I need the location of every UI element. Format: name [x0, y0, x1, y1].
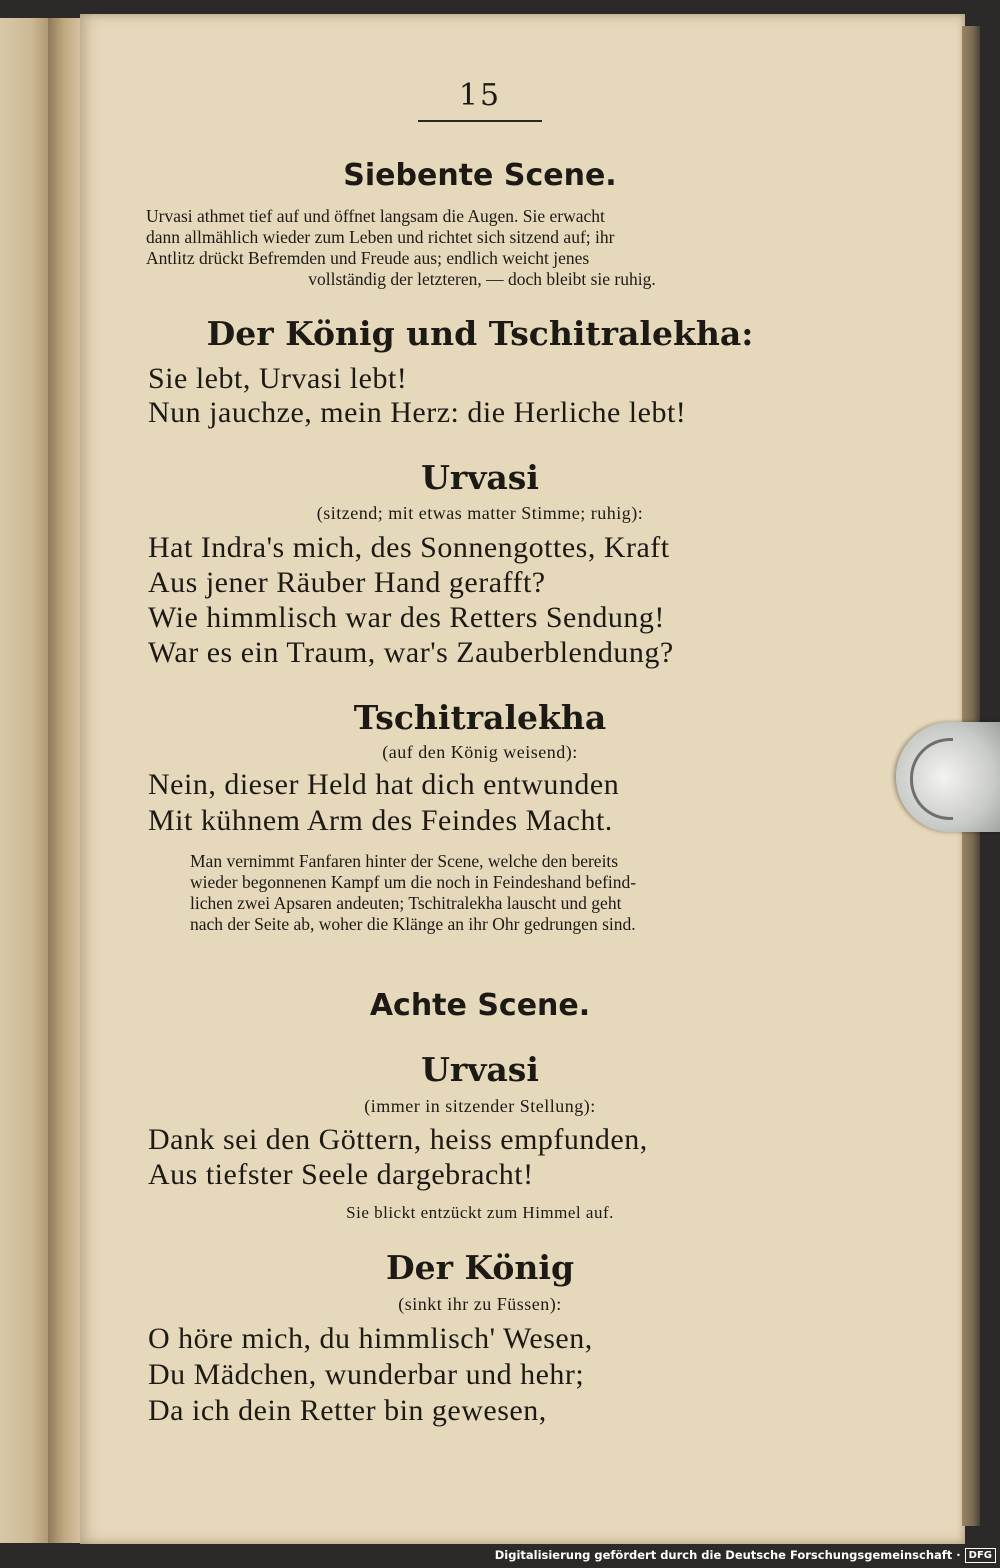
verse-line: Nein, dieser Held hat dich entwunden	[148, 768, 620, 801]
verse-line: Aus jener Räuber Hand gerafft?	[148, 566, 546, 599]
stage-direction-line: Man vernimmt Fanfaren hinter der Scene, welche den bereits	[190, 851, 619, 871]
speaker-direction: (sinkt ihr zu Füssen):	[398, 1294, 562, 1314]
stage-direction-line: lichen zwei Apsaren andeuten; Tschitralekha lauscht und geht	[190, 893, 622, 913]
left-page-edge	[0, 18, 52, 1543]
stage-direction-line: Urvasi athmet tief auf und öffnet langsam die Augen. Sie erwacht	[146, 206, 605, 226]
speaker-direction: (sitzend; mit etwas matter Stimme; ruhig):	[316, 503, 644, 523]
scene-heading-8: Achte Scene.	[369, 988, 591, 1023]
stage-direction-line: dann allmählich wieder zum Leben und richtet sich sitzend auf; ihr	[146, 227, 615, 247]
verse-line: Mit kühnem Arm des Feindes Macht.	[148, 804, 613, 837]
speaker-direction: (auf den König weisend):	[382, 742, 578, 762]
verse-line: Hat Indra's mich, des Sonnengottes, Kraft	[148, 531, 670, 564]
book-gutter	[48, 18, 84, 1543]
verse-line: Wie himmlisch war des Retters Sendung!	[148, 601, 665, 634]
stage-direction-line: Antlitz drückt Befremden und Freude aus; endlich weicht jenes	[146, 248, 590, 268]
stage-direction-line: vollständig der letzteren, — doch bleibt sie ruhig.	[308, 269, 656, 289]
page-number: 15	[458, 78, 502, 113]
stage-direction-line: nach der Seite ab, woher die Klänge an ihr Ohr gedrungen sind.	[190, 914, 636, 934]
stage-direction-line: wieder begonnenen Kampf um die noch in Feindeshand befind-	[190, 872, 637, 892]
page-number-rule	[418, 120, 542, 122]
scene-heading-7: Siebente Scene.	[343, 158, 617, 193]
stage-direction-fanfare	[190, 851, 780, 935]
verse-line: Dank sei den Göttern, heiss empfunden,	[148, 1123, 648, 1156]
stage-direction-after: Sie blickt entzückt zum Himmel auf.	[346, 1203, 614, 1222]
digitization-credit	[495, 1548, 996, 1563]
speaker-direction: (immer in sitzender Stellung):	[364, 1096, 596, 1116]
verse-line: O höre mich, du himmlisch' Wesen,	[148, 1322, 593, 1355]
speaker-koenig-tschitralekha: Der König und Tschitralekha:	[206, 314, 754, 353]
verse-line: Nun jauchze, mein Herz: die Herliche lebt!	[148, 396, 687, 429]
speaker-tschitralekha: Tschitralekha	[353, 698, 607, 737]
stage-direction-7	[146, 206, 818, 290]
verse-line: Sie lebt, Urvasi lebt!	[148, 362, 408, 395]
speaker-urvasi: Urvasi	[421, 458, 539, 497]
verse-line: Da ich dein Retter bin gewesen,	[148, 1394, 547, 1427]
page-clip-tab	[896, 722, 1000, 832]
speaker-urvasi: Urvasi	[421, 1050, 539, 1089]
verse-line: Du Mädchen, wunderbar und hehr;	[148, 1358, 585, 1391]
dfg-logo: DFG	[965, 1548, 996, 1563]
verse-line: War es ein Traum, war's Zauberblendung?	[148, 636, 674, 669]
credit-text: Digitalisierung gefördert durch die Deutsche Forschungsgemeinschaft ·	[494, 1548, 961, 1562]
verse-line: Aus tiefster Seele dargebracht!	[148, 1158, 534, 1191]
speaker-koenig: Der König	[385, 1248, 575, 1287]
